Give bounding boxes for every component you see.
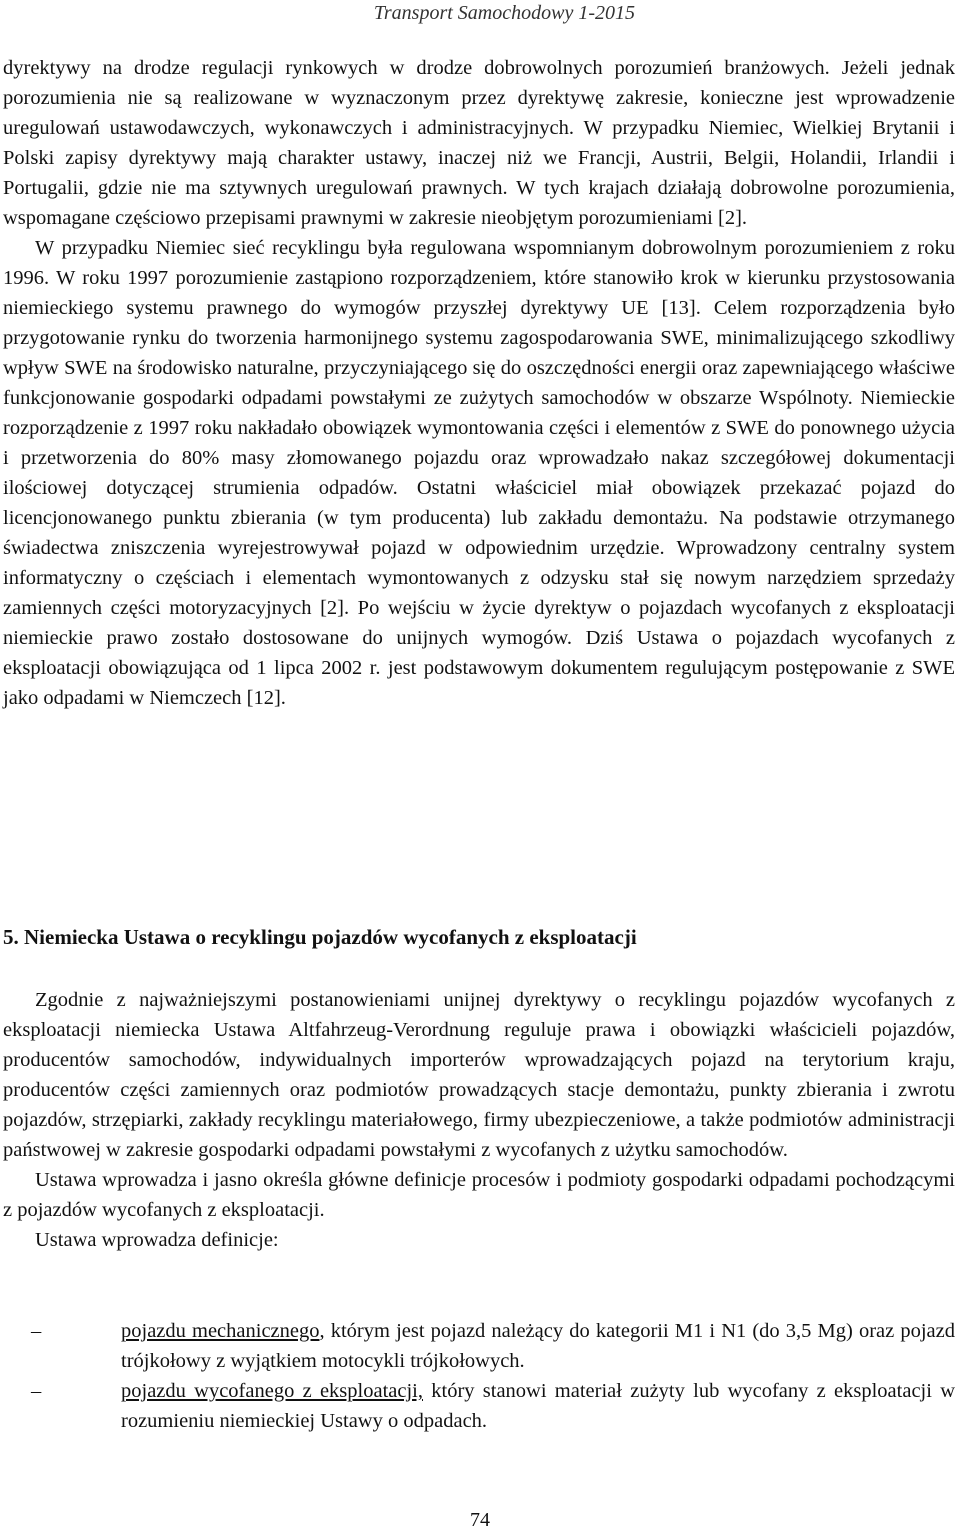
section-heading: 5. Niemiecka Ustawa o recyklingu pojazdów wycofanych z eksploatacji <box>3 925 637 949</box>
definition-term: pojazdu wycofanego z eksploatacji, <box>121 1380 423 1402</box>
paragraph: Zgodnie z najważniejszymi postanowieniami unijnej dyrektywy o recyklingu pojazdów wycofanych z eksploatacji niemiecka Ustawa Altfahrzeug-Verordnung reguluje prawa i obowiązki właścicieli pojazdów, producentów samochodów, indywidualnych importerów wprowadzających pojazd na terytorium kraju, producentów części zamiennych oraz podmiotów prowadzących stacje demontażu, punkty zbierania i zwrotu pojazdów, strzępiarki, zakłady recyklingu materiałowego, firmy ubezpieczeniowe, a także podmiotów administracji państwowej w zakresie gospodarki odpadami powstałymi z wycofanych z użytku samochodów. <box>3 989 955 1161</box>
running-header: Transport Samochodowy 1-2015 <box>373 2 635 24</box>
definition-text: który stanowi materiał zużyty lub wycofany z eksploatacji w rozumieniu niemieckiej Ustawy o odpadach. <box>121 1380 955 1432</box>
definition-list <box>3 1316 955 1436</box>
paragraph: Ustawa wprowadza i jasno określa główne definicje procesów i podmioty gospodarki odpadami pochodzącymi z pojazdów wycofanych z eksploatacji. <box>3 1169 955 1221</box>
paragraph: W przypadku Niemiec sieć recyklingu była regulowana wspomnianym dobrowolnym porozumieniem z roku 1996. W roku 1997 porozumienie zastąpiono rozporządzeniem, które stanowiło krok w kierunku przystosowania niemieckiego systemu prawnego do wymogów przyszłej dyrektywy UE [13]. Celem rozporządzenia było przygotowanie rynku do tworzenia harmonijnego systemu zagospodarowania SWE, minimalizującego szkodliwy wpływ SWE na środowisko naturalne, przyczyniającego się do oszczędności energii oraz zapewniającego właściwe funkcjonowanie gospodarki odpadami powstałymi ze zużytych samochodów w obszarze Wspólnoty. Niemieckie rozporządzenie z 1997 roku nakładało obowiązek wymontowania części i elementów z SWE do ponownego użycia i przetworzenia do 80% masy złomowanego pojazdu oraz wprowadzało nakaz szczegółowej dokumentacji ilościowej dotyczącej strumienia odpadów. Ostatni właściciel miał obowiązek przekazać pojazd do licencjonowanego punktu zbierania (w tym producenta) lub zakładu demontażu. Na podstawie otrzymanego świadectwa zniszczenia wyrejestrowywał pojazd w odpowiednim urzędzie. Wprowadzony centralny system informatyczny o częściach i elementach wymontowanych z odzysku stał się nowym narzędziem sprzedaży zamiennych części motoryzacyjnych [2]. Po wejściu w życie dyrektyw o pojazdach wycofanych z eksploatacji niemieckie prawo zostało dostosowane do unijnych wymogów. Dziś Ustawa o pojazdach wycofanych z eksploatacji obowiązująca od 1 lipca 2002 r. jest podstawowym dokumentem regulującym postępowanie z SWE jako odpadami w Niemczech [12]. <box>3 237 955 709</box>
page-number: 74 <box>470 1509 490 1531</box>
dash-bullet: – <box>31 1320 42 1342</box>
list-item <box>3 1376 955 1436</box>
paragraph: dyrektywy na drodze regulacji rynkowych w drodze dobrowolnych porozumień branżowych. Jeżeli jednak porozumienia nie są realizowane w wyznaczonym przez dyrektywę zakresie, konieczne jest wprowadzenie uregulowań ustawodawczych, wykonawczych i administracyjnych. W przypadku Niemiec, Wielkiej Brytanii i Polski zapisy dyrektywy mają charakter ustawy, inaczej niż we Francji, Austrii, Belgii, Holandii, Irlandii i Portugalii, gdzie nie ma sztywnych uregulowań prawnych. W tych krajach działają dobrowolne porozumienia, wspomagane częściowo przepisami prawnymi w zakresie nieobjętym porozumieniami [2]. <box>3 57 955 229</box>
body-text-top <box>3 53 955 713</box>
definition-term: pojazdu mechanicznego <box>121 1320 320 1342</box>
paragraph: Ustawa wprowadza definicje: <box>35 1229 279 1251</box>
list-item <box>3 1316 955 1376</box>
definition-text: , którym jest pojazd należący do kategorii M1 i N1 (do 3,5 Mg) oraz pojazd trójkołowy z wyjątkiem motocykli trójkołowych. <box>121 1320 955 1372</box>
dash-bullet: – <box>31 1380 42 1402</box>
section-body <box>3 985 955 1255</box>
